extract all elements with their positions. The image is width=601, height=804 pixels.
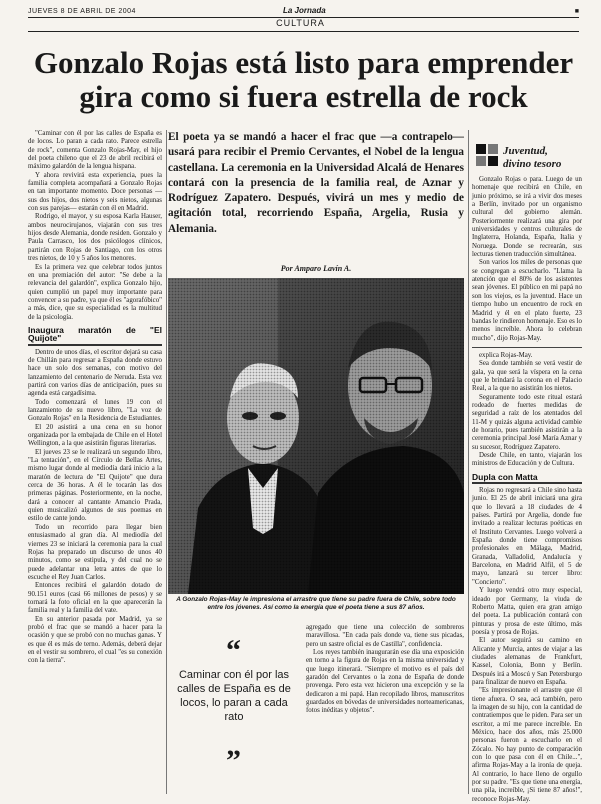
column-rule [468,130,469,794]
lede: El poeta ya se mandó a hacer el frac que —a contrapelo— usará para recibir el Premio Cervantes, el Nobel de la lengua castellana. La ceremonia en la Universidad Alcalá de Henares contará con la presencia de la familia real, de Aznar y Rodríguez Zapatero. Después, vivirá un mes y medio de agitación total, recorriendo España, Argelia, Rusia y Alemania. [168,131,464,235]
sidebar-divider [472,347,582,348]
subheading: Inaugura maratón de "El Quijote" [28,326,162,346]
paragraph: "Caminar con él por las calles de España es de locos. Lo paran a cada rato. Parece estrella de rock", comenta Gonzalo Rojas-May, el hijo del poeta chileno que el 23 de abril recibirá el máximo galardón de la lengua hispana. [28,130,162,171]
paragraph: En su anterior pasada por Madrid, ya se probó el frac que se mandó a hacer para la ocasión y que se probó con no muchas ganas. Y es que él es más de terno. Además, deberá dejar en el vestir su sombrero, el cual "es su conexión con la tierra". [28,615,162,665]
paragraph: Es la primera vez que celebrar todos juntos en una premiación del autor: "Se debe a la relevancia del galardón", explica Gonzalo hijo, quien cumplió un papel muy importante para convencer a su padre, ya que él es "agorafóbico" a más, dice, que su especialidad es la multitud de la psicología. [28,263,162,321]
header-dot: ■ [574,8,579,15]
paragraph: Sea donde también se verá vestir de gala, ya que será la víspera en la cena que le brindará la corona en el Palacio Real, a la que no asistirán los nietos. [472,360,582,393]
paragraph: Gonzalo Rojas o para. Luego de un homenaje que recibirá en Chile, en junio próximo, se irá a vivir dos meses a Berlín, invitado por un organismo cultural del gobierno alemán. Posteriormente realizará una gira por universidades y centros culturales de Inglaterra, Holanda, España, Italia y Noruega. Donde se recrearán, sus lecturas tienen traducción simultánea. [472,176,582,259]
paragraph: Seguramente todo este ritual estará rodeado de fuertes medidas de seguridad a raíz de los atentados del 11-M y quizás alguna actividad cambie de horario, pues también asistirán a la ceremonia principal José María Aznar y su sucesor, Rodríguez Zapatero. [472,393,583,451]
masthead: La Jornada [283,6,326,15]
right-column [472,176,583,803]
header-rule-bottom [28,31,579,32]
sidebar-title-line2: divino tesoro [503,158,562,170]
paragraph: Entonces recibirá el galardón dotado de 90.151 euros (casi 66 millones de pesos) y se tornará la foto oficial en la que aparecerán la familia real y la familia del vate. [28,582,162,615]
paragraph: Desde Chile, en tanto, viajarán los ministros de Educación y de Cultura. [472,452,582,468]
paragraph: Los reyes también inaugurarán ese día una exposición en torno a la figura de Rojas en la misma universidad y que luego itinerará. "Siempre el motivo es el país del garadón del Cervantes o la zona de España de donde provenga. Pero esta vez hicieron una excepción y se la dedicaron a mi papá. Han recopilado libros, manuscritos guardados en bóvedas de universidades norteamericanas, fotos inéditas y objetos". [306,649,464,715]
quote-close-mark: ” [226,744,241,777]
pull-quote: Caminar con él por las calles de España es de locos, lo paran a cada rato [177,669,291,723]
paragraph: Y luego vendrá otro muy especial, ideado por Germany, la viuda de Roberto Matta, quien era gran amigo del poeta. La publicación contará con pinturas y prosa de este último, más poesía y prosa de Rojas. [472,587,582,636]
paragraph: El jueves 23 se le realizará un segundo libro, "La tentación", en el Círculo de Bellas Artes, mismo lugar donde al mediodía dará inicio a la maratón de lectura de "El Quijote" que dura cerca de 36 horas. A él le tocarán las dos primeras páginas. Posteriormente, en la noche, dará a conocer al cantante Amancio Prada, quien musicalizó algunos de sus poemas en estilo de cante jondo. [28,448,162,523]
paragraph: Rodrigo, el mayor, y su esposa Karla Hauser, ambos neurocirujanos, viajarán con sus tres hijos desde Alemania, donde residen. Gonzalo y Paula Carrasco, los dos psicólogos clínicos, partirán con Rojas de Santiago, con los otros tres nietos, de 10 y 5 años los menores. [28,213,162,263]
sidebar-title [503,145,583,171]
subheading: Dupla con Matta [472,473,582,484]
headline: Gonzalo Rojas está listo para emprender gira como si fuera estrella de rock [33,45,574,114]
paragraph: Todo comenzará el lunes 19 con el lanzamiento de su nuevo libro, "La voz de Gonzalo Rojas" en la Residencia de Estudiantes. [28,398,162,423]
paragraph: "Es impresionante el arrastre que él tiene afuera. O sea, acá también, pero la imagen de su hijo, con la cantidad de contratiempos que le piden. Para ser un escritor, a mí me parece increíble. En México, hace dos años, más 25.000 personas fueron a escucharlo en el Zócalo. No hay punto de comparación con lo que pasa con él en Chile...", afirma Rojas-May a la ironía de queja. Al contrario, lo hace lleno de orgullo por su padre. "Es que tiene una energía, una pila, increíble, ¡Si tiene 87 años!", reconoce Rojas-May. [472,687,582,803]
paragraph: Y ahora revivirá esta experiencia, pues la familia completa acompañará a Gonzalo Rojas en tan importante momento. Doce personas —sus dos hijos, dos nietos y seis nietos, algunas con sus parejas— estarán con él en Madrid. [28,171,162,213]
paragraph: El 20 asistirá a una cena en su honor organizada por la embajada de Chile en el Hotel Wellington, a la que asistirán figuras literarias. [28,423,162,448]
paragraph: explica Rojas-May. [479,351,533,359]
paragraph: Son varios los miles de personas que se congregan a escucharlo. "Llama la atención que el 80% de los asistentes sean jóvenes. El público en mi papá no son los viejos, es la juventud. Hace un tiempo hubo un encuentro de rock en Madrid y él en el plato fuerte, 23 bandas le rindieron homenaje. Eso es lo menos increíble. Ahora lo celebran mucho", dijo Rojas-May. [472,259,582,342]
photo-illustration [168,278,464,594]
left-column [28,130,162,798]
photo-caption: A Gonzalo Rojas-May le impresiona el arrastre que tiene su padre fuera de Chile, sobre todo entre los jóvenes. Así como la energía que el poeta tiene a sus 87 años. [176,596,456,611]
photo [168,278,464,594]
paragraph: El autor seguirá su camino en Alicante y Murcia, antes de viajar a las ciudades alemanas de Frankfurt, Kassel, Colonia, Bonn y Berlín. Después irá a Moscú y San Petersburgo para finalizar de nuevo en España. [472,637,582,686]
middle-column [306,624,464,796]
paragraph: Dentro de unos días, el escritor dejará su casa de Chillán para regresar a España donde estuvo hace un solo dos semanas, con motivo del lanzamiento del centenario de Neruda. Esta vez partirá con varios días de anticipación, pues su agenda está cargadísima. [28,348,162,398]
quote-open-mark: “ [226,634,241,667]
paragraph: Rojas no regresará a Chile sino hasta junio. El 25 de abril iniciará una gira que lo llevará a 18 ciudades de 4 países. Partirá por Argelia, donde fue invitado a realizar lecturas poéticas en el Instituto Cervantes. Luego volverá a España donde tiene compromisos profesionales en Málaga, Madrid, Granada, Valladolid, Andalucía y Barcelona, en Madrid Alfil, el 5 de mayo, lanzará su tercer libro: "Concierto". [472,487,582,586]
paragraph: agregado que tiene una colección de sombreros maravillosa. "En cada país donde va, tiene sus picadas, pero un sastre oficial es de Castilla", confidencia. [306,624,464,648]
sidebar-title-line1: Juventud, [503,145,548,157]
sidebar-ornament-icon [476,144,498,170]
issue-date: JUEVES 8 DE ABRIL DE 2004 [28,8,136,15]
paragraph: Todo un recorrido para llegar bien entusiasmado al gran día. Al mediodía del viernes 23 se iniciará la ceremonia para la cual Rojas ha preparado un discurso de unos 40 minutos, como se estipula, y del cual no se puede adelantar una letra antes de que lo escuche el Rey Juan Carlos. [28,523,162,581]
column-rule [166,130,167,794]
byline: Por Amparo Lavín A. [280,264,352,273]
section-label: CULTURA [276,18,325,28]
